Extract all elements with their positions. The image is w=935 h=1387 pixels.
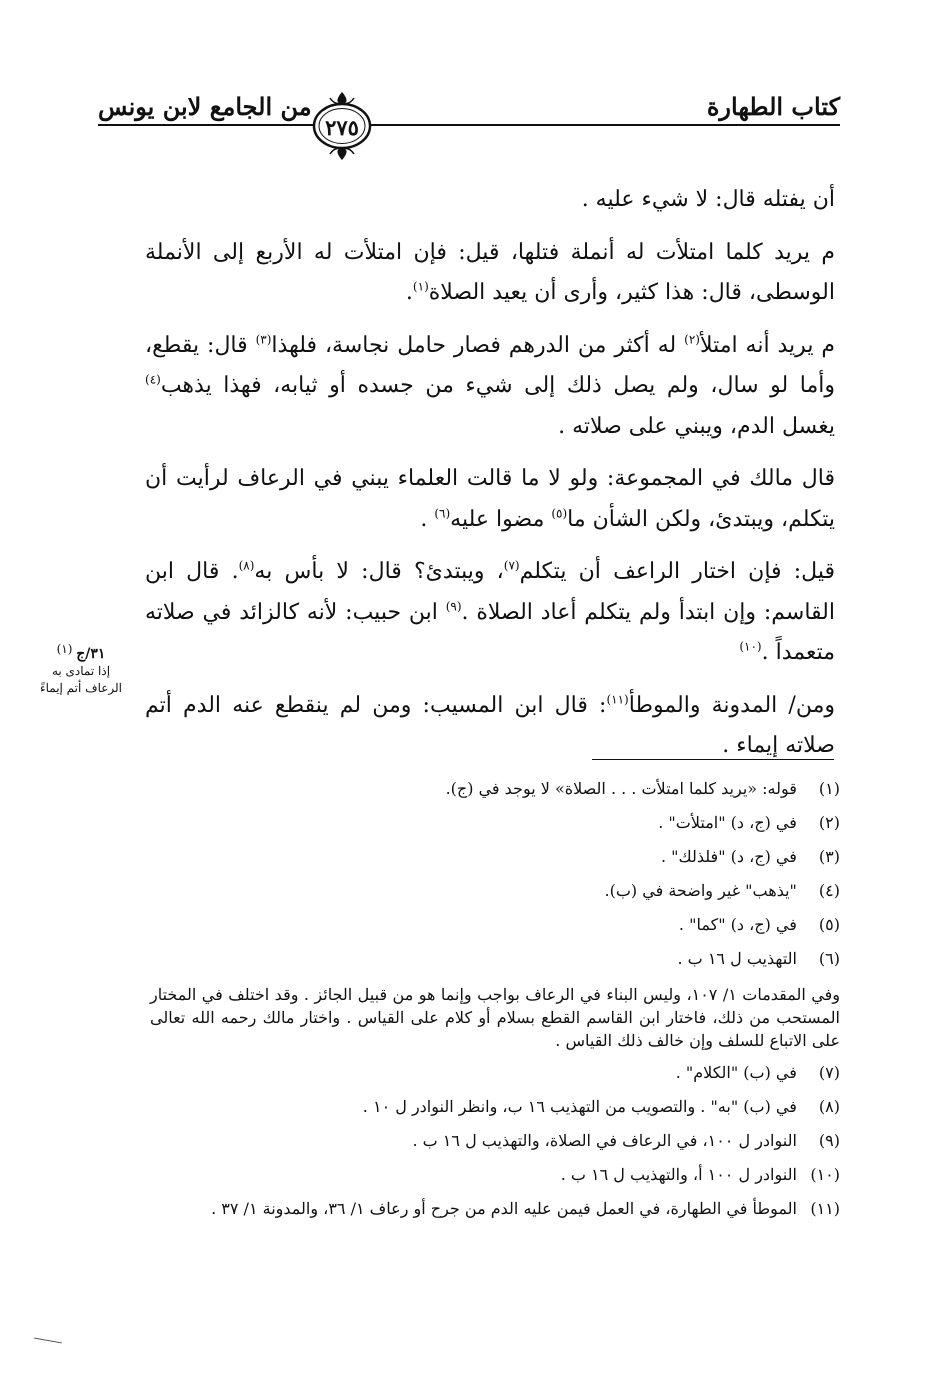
- footnote-marker: (٨): [238, 558, 255, 573]
- paragraph-text: ومن/ المدونة والموطأ: [628, 692, 835, 718]
- footnote-number: (١٠): [810, 1165, 840, 1184]
- footnote: [150, 1124, 840, 1158]
- footnote-number: (٢): [818, 813, 840, 832]
- paragraph-5: [145, 552, 835, 674]
- main-text: [145, 180, 835, 779]
- footnote: [150, 806, 840, 840]
- footnote: [150, 1158, 840, 1192]
- footnote-number: (٩): [818, 1131, 840, 1150]
- footnote-text: النوادر ل ١٠٠ أ، والتهذيب ل ١٦ ب .: [560, 1165, 797, 1184]
- paragraph-6: [145, 686, 835, 767]
- footnote-marker: (٩): [445, 599, 462, 614]
- footnote-marker: (٣): [255, 332, 272, 347]
- footnote-text: الموطأ في الطهارة، في العمل فيمن عليه الدم من جرح أو رعاف ١/ ٣٦، والمدونة ١/ ٣٧ .: [211, 1199, 797, 1218]
- header-rule: [98, 124, 840, 126]
- footnote-marker: (١): [412, 279, 429, 294]
- footnote: [150, 1090, 840, 1124]
- paragraph-text: ، ويبتدئ؟ قال: لا بأس به: [254, 559, 504, 584]
- scan-mark: [34, 1338, 62, 1344]
- footnote-number: (٥): [818, 915, 840, 934]
- work-title: من الجامع لابن يونس: [98, 92, 312, 121]
- footnote-number: (١): [818, 779, 840, 798]
- footnote-number: (١١): [810, 1199, 840, 1218]
- footnote-text: في (ج، د) "امتلأت" .: [658, 813, 797, 832]
- footnotes: [150, 772, 840, 1226]
- footnote-continuation: وفي المقدمات ١/ ١٠٧، وليس البناء في الرعاف بواجب وإنما هو من قبيل الجائز . وقد اختلف في المختار المستحب من ذلك، فاختار ابن القاسم القطع بسلام أو كلام على القياس . واختار مالك رحمه الله تعالى على الاتباع للسلف وإن خالف ذلك القياس .: [150, 985, 841, 1050]
- footnote-marker: (١٠): [739, 639, 762, 654]
- paragraph-4: [145, 459, 835, 540]
- footnote-marker: (١١): [606, 692, 629, 707]
- margin-note-line: إذا تمادى به: [51, 664, 111, 678]
- paragraph-1: [145, 180, 835, 221]
- paragraph-text: .: [405, 280, 413, 305]
- footnote-text: "يذهب" غير واضحة في (ب).: [604, 881, 797, 900]
- paragraph-text: قال مالك في المجموعة: ولو لا ما قالت العلماء يبني في الرعاف لرأيت أن يتكلم، ويبتدئ، ولكن الشأن ما: [145, 466, 835, 532]
- footnote: [150, 840, 840, 874]
- margin-note: [26, 642, 136, 697]
- footnote-marker: (٥): [551, 506, 568, 521]
- footnote: [150, 772, 840, 806]
- margin-note-line: الرعاف أتم إيماءً: [39, 681, 123, 695]
- footnote-number: (٣): [818, 847, 840, 866]
- footnote: [150, 942, 840, 976]
- page-number: ٢٧٥: [325, 115, 359, 140]
- footnote-number: (٧): [818, 1063, 840, 1082]
- paragraph-text: م يريد أنه امتلأ: [699, 332, 835, 358]
- book-title: كتاب الطهارة: [706, 92, 840, 121]
- footnote-text: التهذيب ل ١٦ ب .: [677, 949, 797, 968]
- footnote: [150, 1056, 840, 1090]
- paragraph-text: . قال ابن القاسم: وإن ابتدأ ولم يتكلم أعاد الصلاة .: [145, 559, 835, 625]
- footnote-marker: (٢): [684, 332, 700, 347]
- footnote-marker: (١): [56, 642, 73, 656]
- footnote-number: (٦): [818, 949, 840, 968]
- footnote: [150, 1192, 840, 1226]
- paragraph-3: [145, 326, 835, 448]
- footnote-marker: (٦): [434, 506, 451, 521]
- margin-manuscript-ref: [26, 642, 136, 663]
- footnote-marker: (٤): [145, 372, 161, 387]
- footnote-text: النوادر ل ١٠٠، في الرعاف في الصلاة، والتهذيب ل ١٦ ب .: [412, 1131, 797, 1150]
- paragraph-text: قيل: فإن اختار الراعف أن يتكلم: [519, 559, 835, 584]
- manuscript-folio: ٣١/ج: [76, 646, 106, 662]
- paragraph-text: ابن حبيب: لأنه كالزائد في صلاته متعمداً .: [145, 599, 835, 665]
- footnote-text: في (ب) "الكلام" .: [675, 1063, 797, 1082]
- footnote-marker: (٧): [503, 558, 520, 573]
- footnote: [150, 874, 840, 908]
- page-header: [98, 88, 840, 168]
- paragraph-text: : قال ابن المسيب: ومن لم ينقطع عنه الدم أتم صلاته إيماء .: [145, 692, 835, 758]
- paragraph-text: له أكثر من الدرهم فصار حامل نجاسة، فلهذا: [271, 332, 685, 358]
- page-number-ornament: [310, 88, 374, 164]
- paragraph-text: مضوا عليه: [450, 506, 552, 532]
- paragraph-text: أن يفتله قال: لا شيء عليه .: [581, 187, 835, 212]
- footnote-number: (٨): [818, 1097, 840, 1116]
- footnote: [150, 908, 840, 942]
- footnote-number: (٤): [818, 881, 840, 900]
- paragraph-2: [145, 233, 835, 314]
- footnote-text: قوله: «يريد كلما امتلأت . . . الصلاة» لا يوجد في (ج).: [445, 779, 797, 798]
- footnote-separator: [592, 759, 834, 760]
- footnote-text: في (ج، د) "كما" .: [678, 915, 797, 934]
- paragraph-text: يغسل الدم، ويبني على صلاته .: [558, 413, 835, 439]
- footnote-text: في (ب) "به" . والتصويب من التهذيب ١٦ ب، وانظر النوادر ل ١٠ .: [362, 1097, 797, 1116]
- footnote-text: في (ج، د) "فلذلك" .: [660, 847, 797, 866]
- paragraph-text: .: [420, 506, 435, 532]
- paragraph-text: م يريد كلما امتلأت له أنملة فتلها، قيل: فإن امتلأت له الأربع إلى الأنملة الوسطى، قال: هذا كثير، وأرى أن يعيد الصلاة: [145, 239, 835, 305]
- paragraph-text: قال: يقطع، وأما لو سال، ولم يصل ذلك إلى شيء من جسده أو ثيابه، فهذا يذهب: [145, 332, 835, 398]
